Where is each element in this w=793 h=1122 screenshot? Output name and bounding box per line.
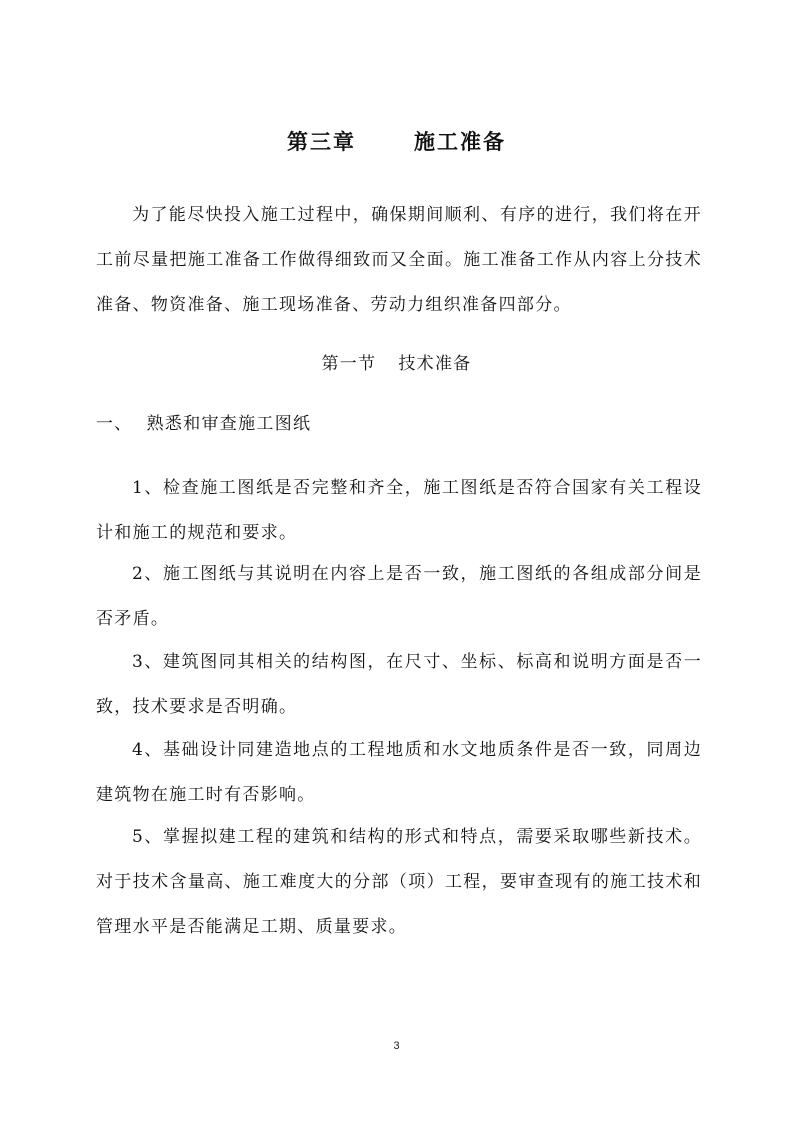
list-item — [96, 466, 702, 556]
list-item — [96, 640, 702, 730]
list-item — [96, 552, 702, 642]
list-item-text: 1、检查施工图纸是否完整和齐全，施工图纸是否符合国家有关工程设计和施工的规范和要求。 — [96, 478, 702, 543]
list-item-text: 3、建筑图同其相关的结构图，在尺寸、坐标、标高和说明方面是否一致，技术要求是否明确。 — [96, 652, 702, 717]
section-name: 技术准备 — [398, 354, 472, 374]
list-item-text: 5、掌握拟建工程的建筑和结构的形式和特点，需要采取哪些新技术。对于技术含量高、施工难度大的分部（项）工程，要审查现有的施工技术和管理水平是否能满足工期、质量要求。 — [96, 827, 702, 937]
intro-paragraph — [96, 193, 702, 328]
list-item — [96, 815, 702, 950]
page-number: 3 — [393, 1040, 400, 1052]
intro-text: 为了能尽快投入施工过程中，确保期间顺利、有序的进行，我们将在开工前尽量把施工准备工作做得细致而又全面。施工准备工作从内容上分技术准备、物资准备、施工现场准备、劳动力组织准备四部分。 — [96, 205, 702, 315]
chapter-title — [0, 126, 793, 158]
subsection-heading — [96, 406, 311, 442]
list-item-text: 4、基础设计同建造地点的工程地质和水文地质条件是否一致，同周边建筑物在施工时有否影响。 — [96, 740, 702, 805]
section-number: 第一节 — [321, 354, 377, 374]
list-item-text: 2、施工图纸与其说明在内容上是否一致，施工图纸的各组成部分间是否矛盾。 — [96, 564, 702, 629]
subsection-name: 熟悉和审查施工图纸 — [146, 414, 312, 434]
chapter-number: 第三章 — [287, 129, 356, 154]
subsection-number: 一、 — [96, 414, 133, 434]
section-title — [0, 346, 793, 382]
chapter-name: 施工准备 — [414, 129, 506, 154]
list-item — [96, 728, 702, 818]
